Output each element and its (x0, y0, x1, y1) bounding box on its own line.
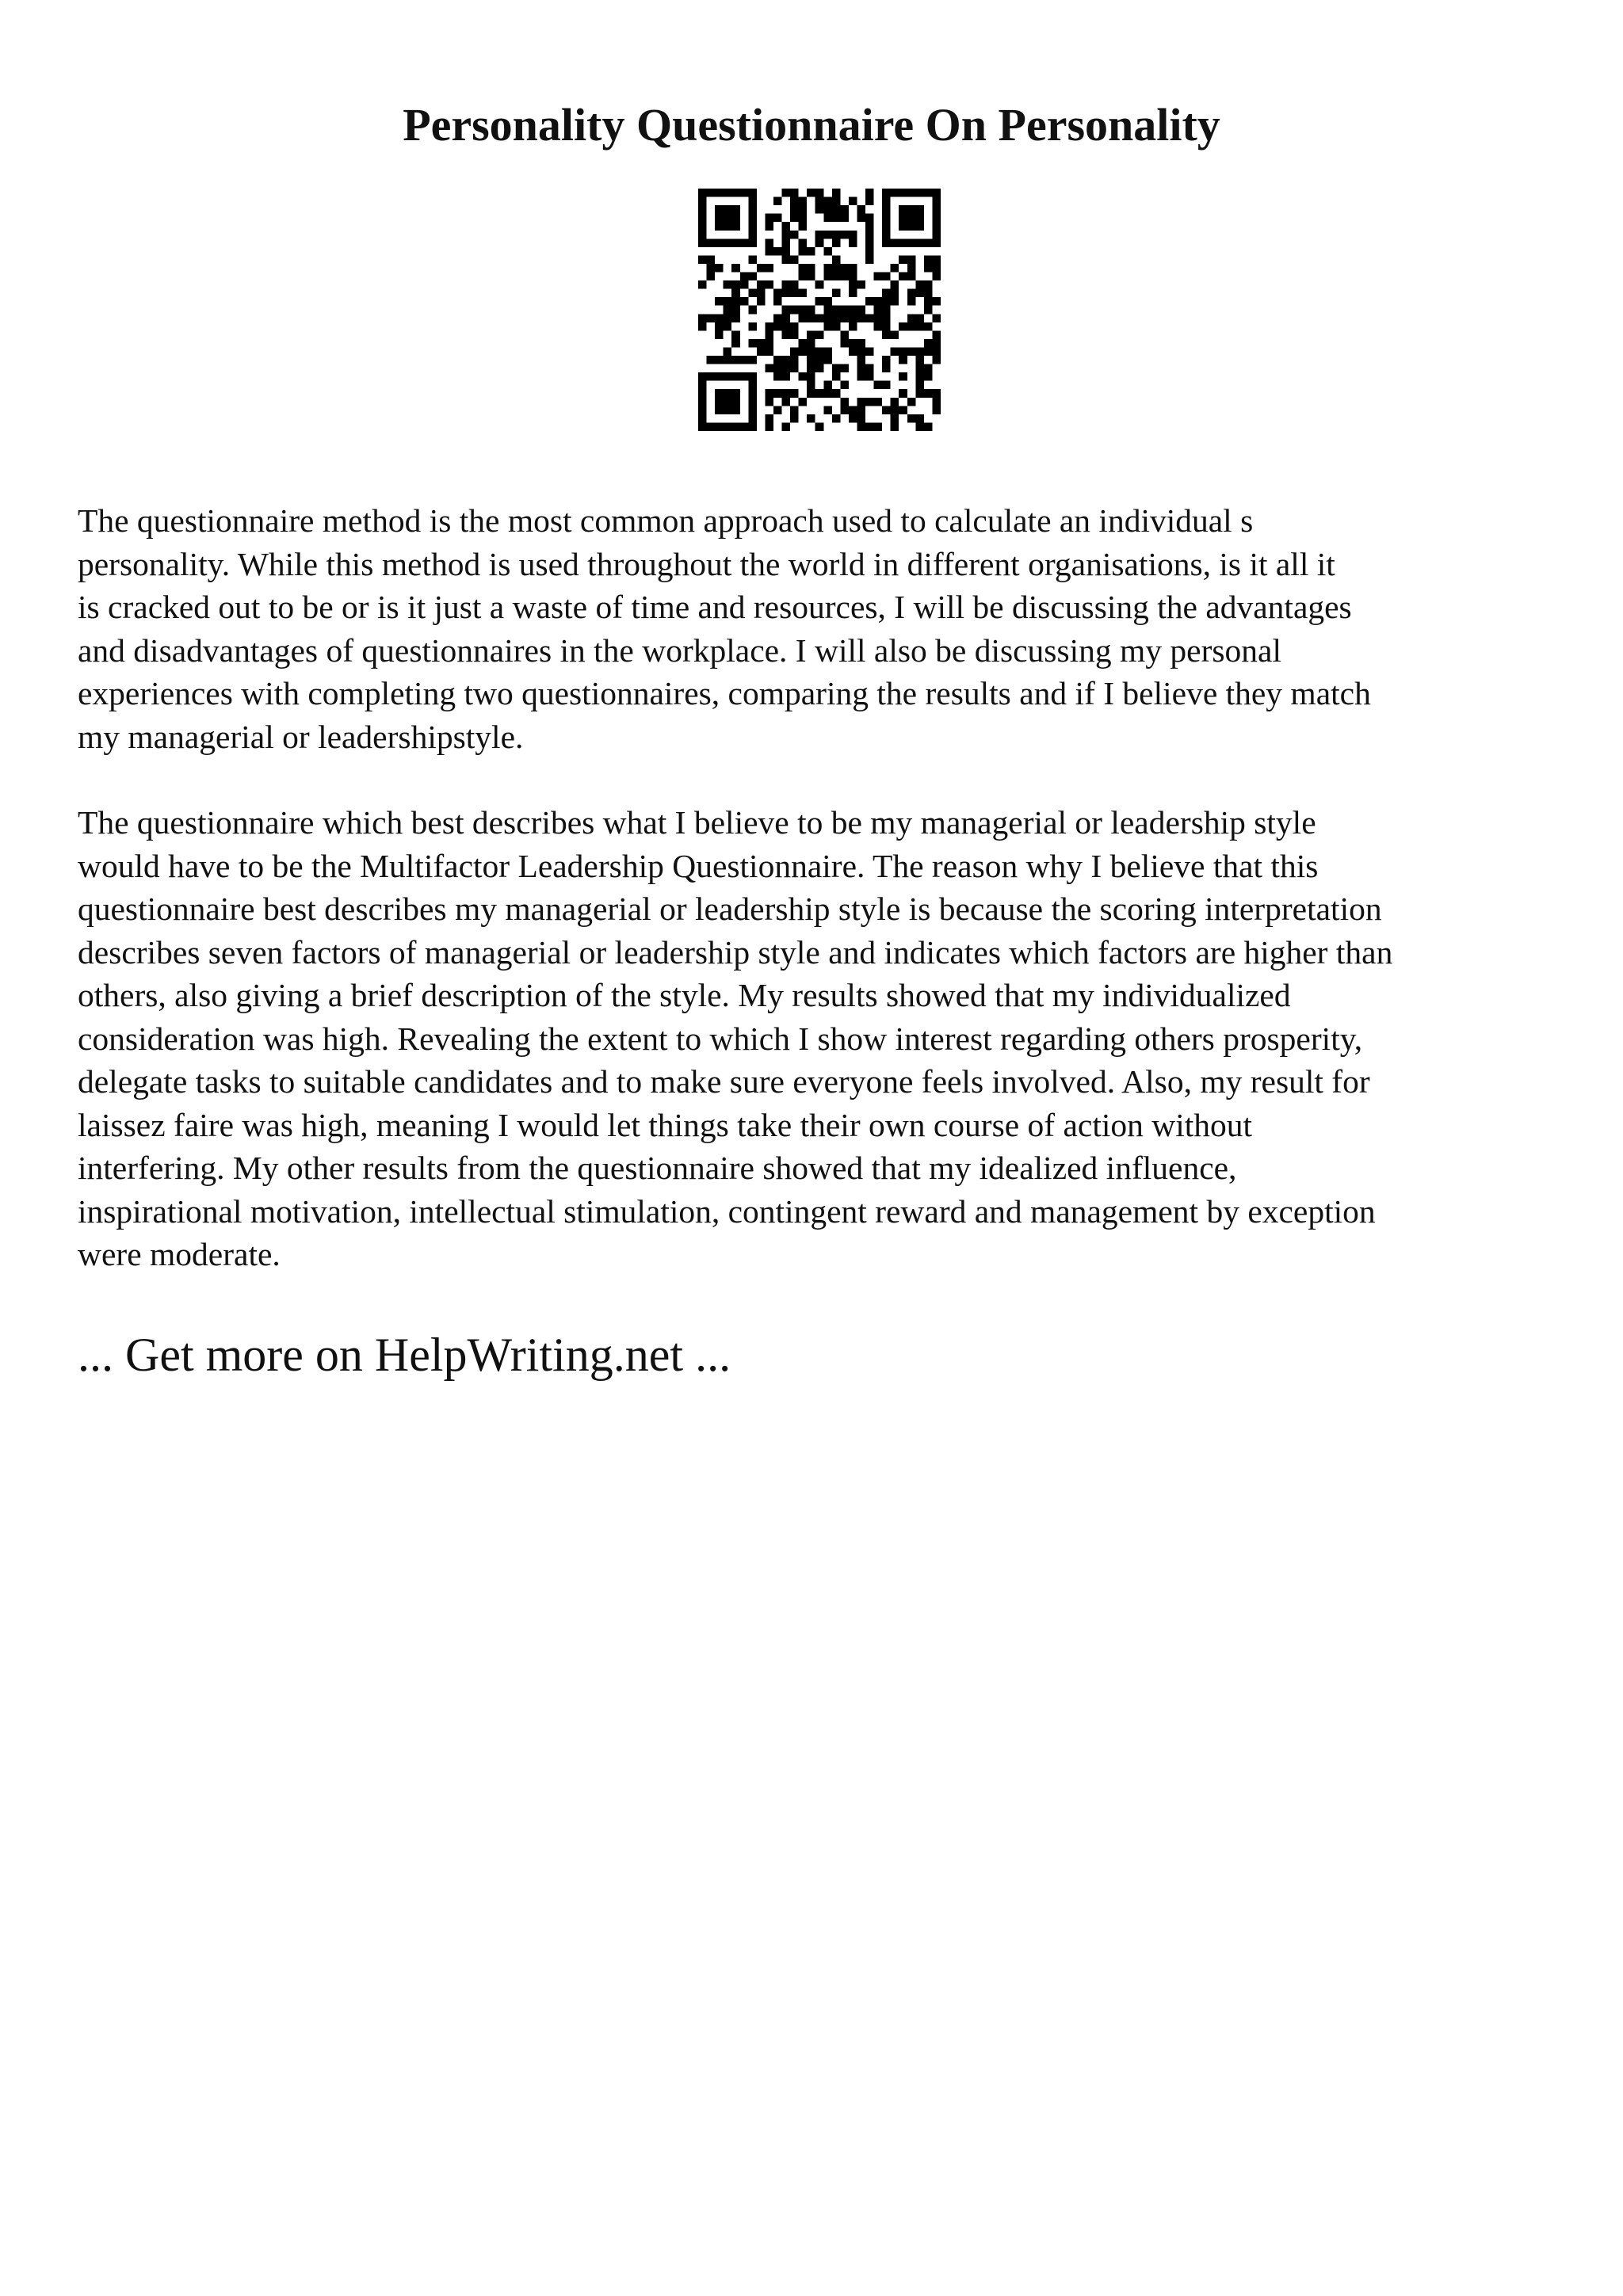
paragraph-intro: The questionnaire method is the most common approach used to calculate an individual s personality. While this method is used throughout the world in different organisations, is it all it is cracked out to be or is it just a waste of time and resources, I will be discussing the advantages and disadvantages of questionnaires in the workplace. I will also be discussing my personal experiences with completing two questionnaires, comparing the results and if I believe they match my managerial or leadershipstyle. (78, 502, 1371, 755)
document-title: Personality Questionnaire On Personality (403, 99, 1220, 151)
paragraph-leadership-style: The questionnaire which best describes what I believe to be my managerial or leadership style would have to be the Multifactor Leadership Questionnaire. The reason why I believe that this questionnaire best describes my managerial or leadership style is because the scoring interpretation describes seven factors of managerial or leadership style and indicates which factors are higher than others, also giving a brief description of the style. My results showed that my individualized consideration was high. Revealing the extent to which I show interest regarding others prosperity, delegate tasks to suitable candidates and to make sure everyone feels involved. Also, my result for laissez faire was high, meaning I would let things take their own course of action without interfering. My other results from the questionnaire showed that my idealized influence, inspirational motivation, intellectual stimulation, contingent reward and management by exception were moderate. (78, 804, 1393, 1272)
get-more-link[interactable]: ... Get more on HelpWriting.net ... (78, 1329, 731, 1381)
qr-code-icon[interactable] (698, 189, 941, 431)
